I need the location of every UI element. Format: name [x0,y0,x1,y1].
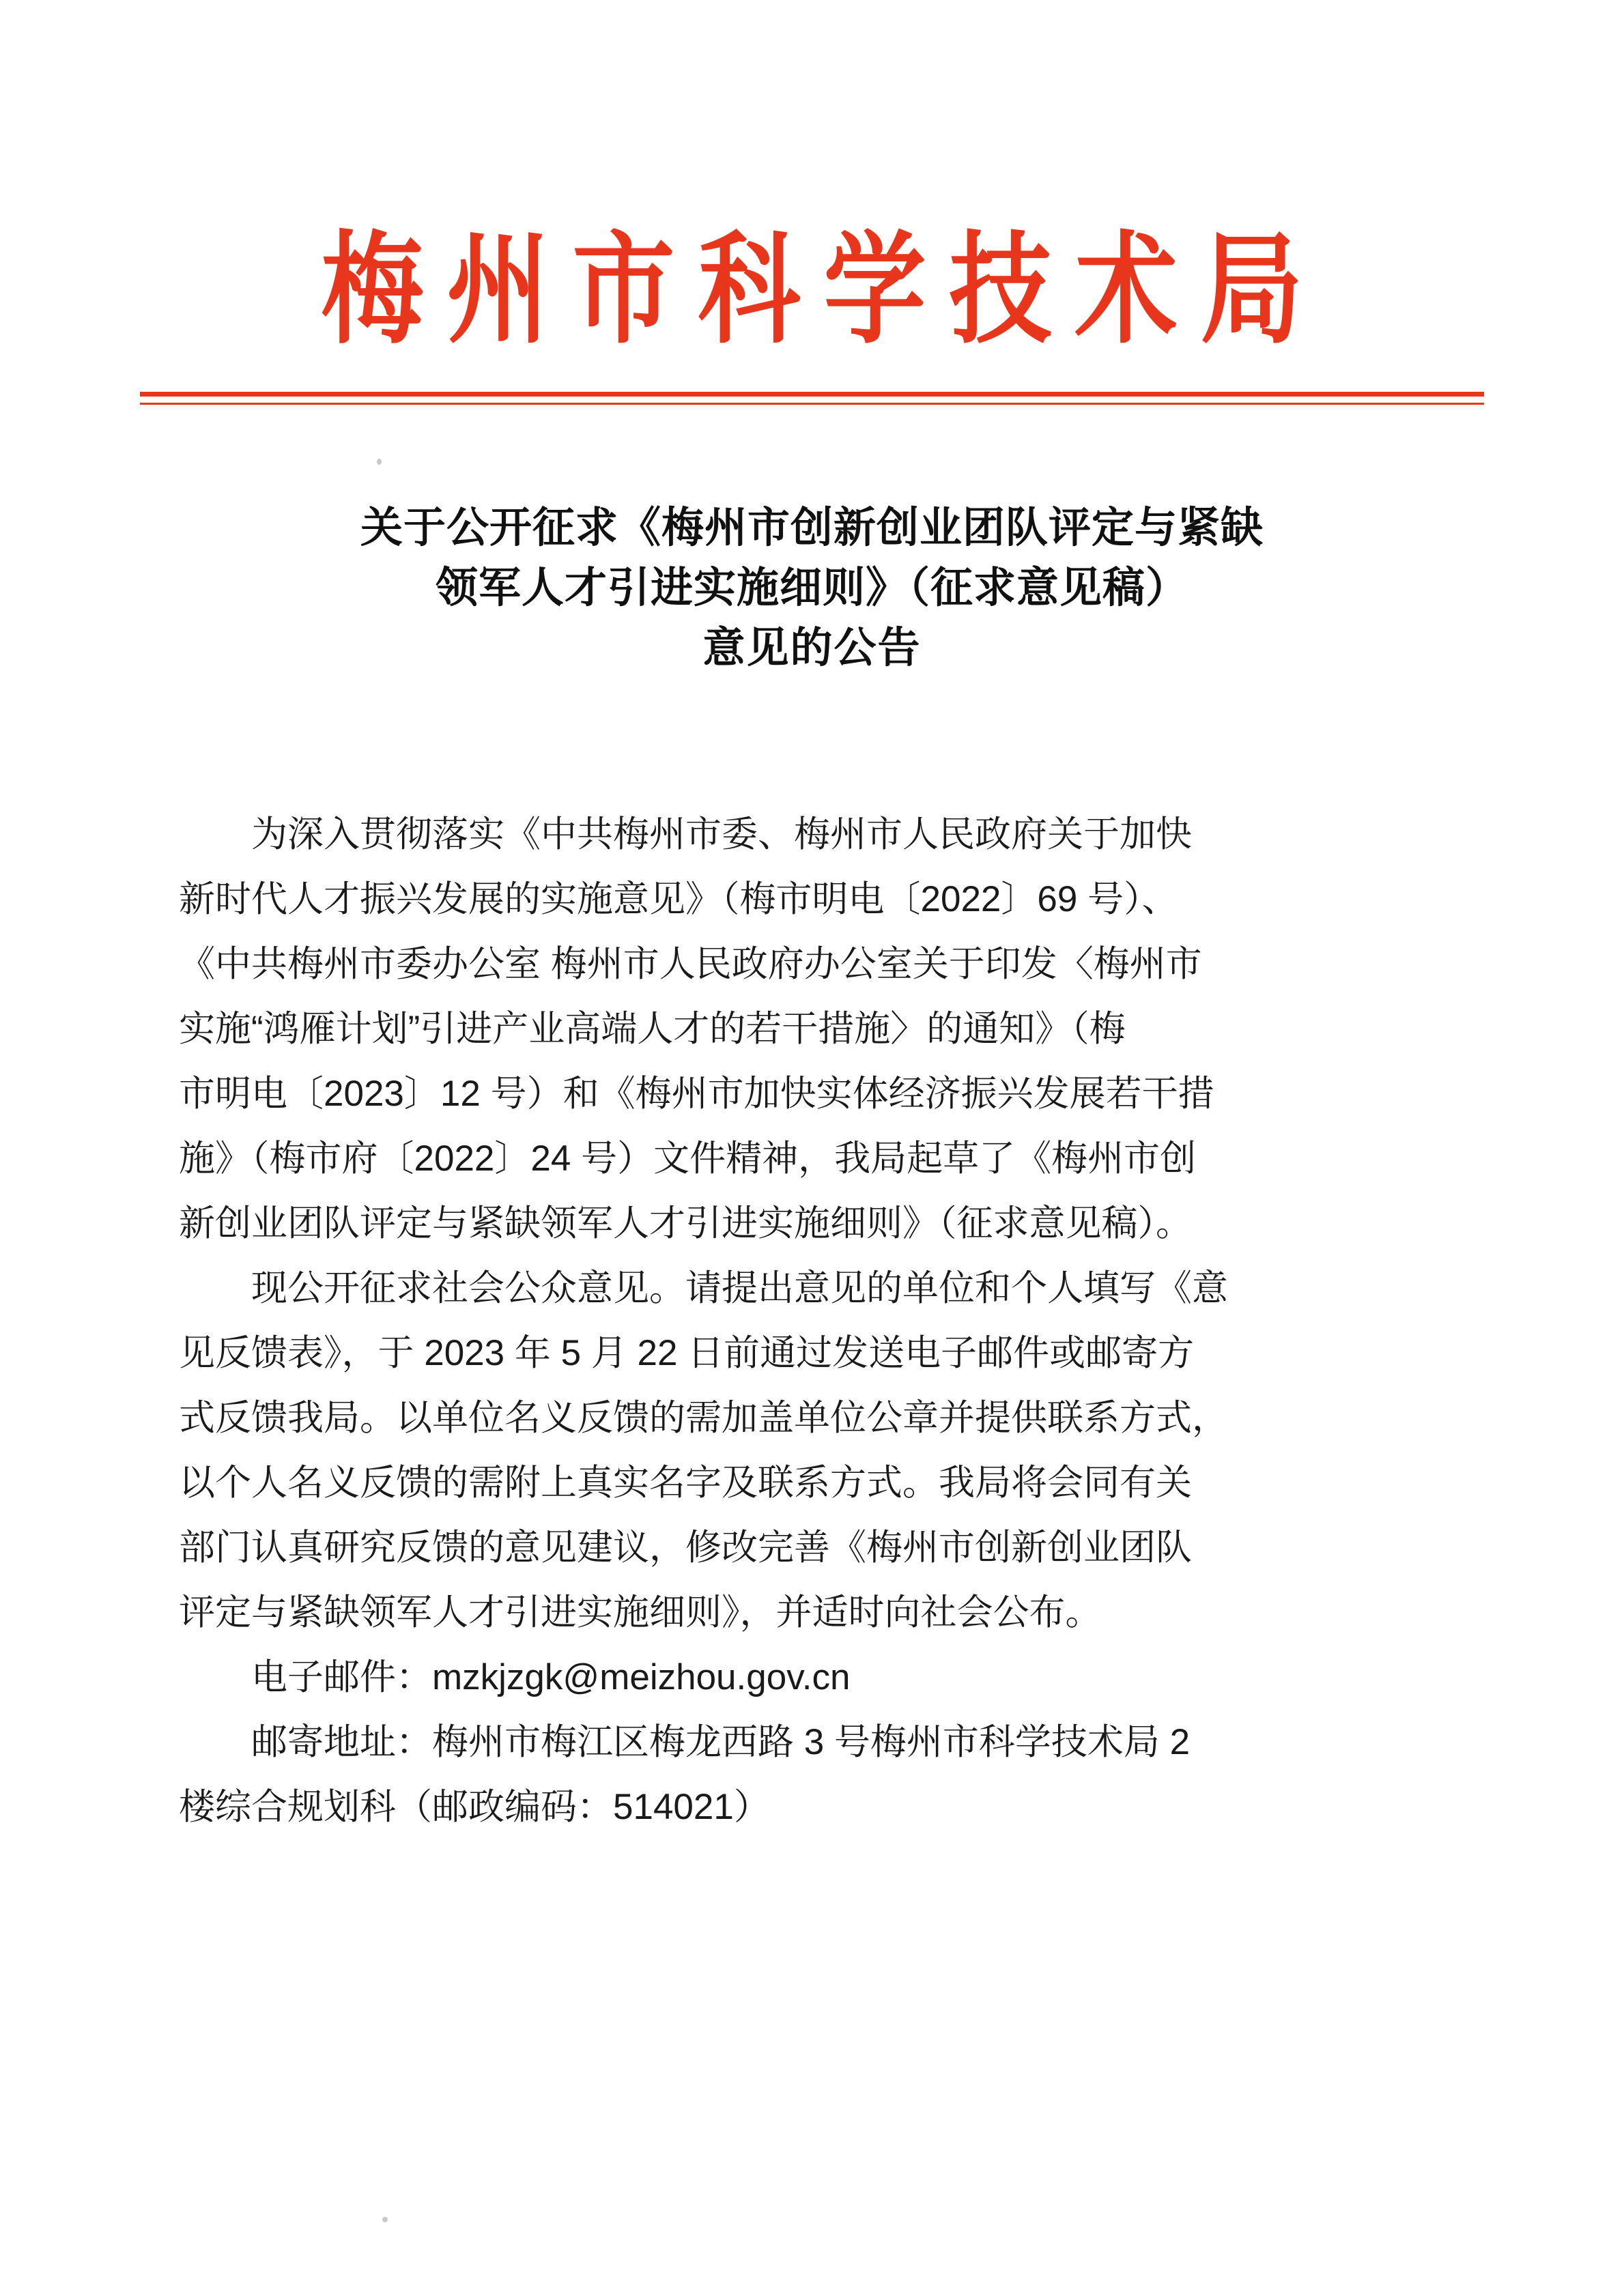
body-line: 式反馈我局。以单位名义反馈的需加盖单位公章并提供联系方式， [179,1398,1228,1438]
letterhead-rule-thick [140,392,1484,397]
body-line: 市明电〔2023〕12 号）和《梅州市加快实体经济振兴发展若干措 [179,1074,1214,1114]
issuing-organization-title: 梅州市科学技术局 [321,224,1326,358]
document-body [179,802,1460,1839]
letterhead-rules [140,392,1484,405]
body-line: 见反馈表》，于 2023 年 5 月 22 日前通过发送电子邮件或邮寄方 [179,1333,1195,1373]
body-line: 邮寄地址：梅州市梅江区梅龙西路 3 号梅州市科学技术局 2 [179,1722,1191,1762]
page-title-line-2: 领军人才引进实施细则》（征求意见稿） [435,565,1188,612]
paragraph-1 [179,802,1460,1256]
page-title [171,498,1453,678]
email-line: 电子邮件：mzkjzgk@meizhou.gov.cn [179,1657,851,1697]
letterhead [0,224,1624,358]
paragraph-address [179,1710,1460,1839]
body-line: 新时代人才振兴发展的实施意见》（梅市明电〔2022〕69 号）、 [179,879,1178,919]
scan-speck [382,2217,388,2222]
body-line: 施》（梅市府〔2022〕24 号）文件精神，我局起草了《梅州市创 [179,1138,1197,1179]
paragraph-2 [179,1256,1460,1645]
body-line: 部门认真研究反馈的意见建议，修改完善《梅州市创新创业团队 [179,1527,1192,1568]
letterhead-rule-thin [140,403,1484,405]
paragraph-email [179,1645,1460,1710]
scan-speck [377,459,382,465]
body-line: 评定与紧缺领军人才引进实施细则》，并适时向社会公布。 [179,1592,1102,1633]
body-line: 为深入贯彻落实《中共梅州市委、梅州市人民政府关于加快 [179,814,1192,855]
body-line: 《中共梅州市委办公室 梅州市人民政府办公室关于印发〈梅州市 [179,944,1202,984]
page-title-line-3: 意见的公告 [702,625,922,672]
body-line: 以个人名义反馈的需附上真实名字及联系方式。我局将会同有关 [179,1463,1192,1503]
body-line: 新创业团队评定与紧缺领军人才引进实施细则》（征求意见稿）。 [179,1203,1192,1244]
body-line: 楼综合规划科（邮政编码：514021） [179,1787,770,1827]
page-title-line-1: 关于公开征求《梅州市创新创业团队评定与紧缺 [360,505,1264,551]
body-line: 现公开征求社会公众意见。请提出意见的单位和个人填写《意 [179,1268,1228,1308]
body-line: 实施“鸿雁计划”引进产业高端人才的若干措施〉的通知》（梅 [179,1009,1126,1049]
